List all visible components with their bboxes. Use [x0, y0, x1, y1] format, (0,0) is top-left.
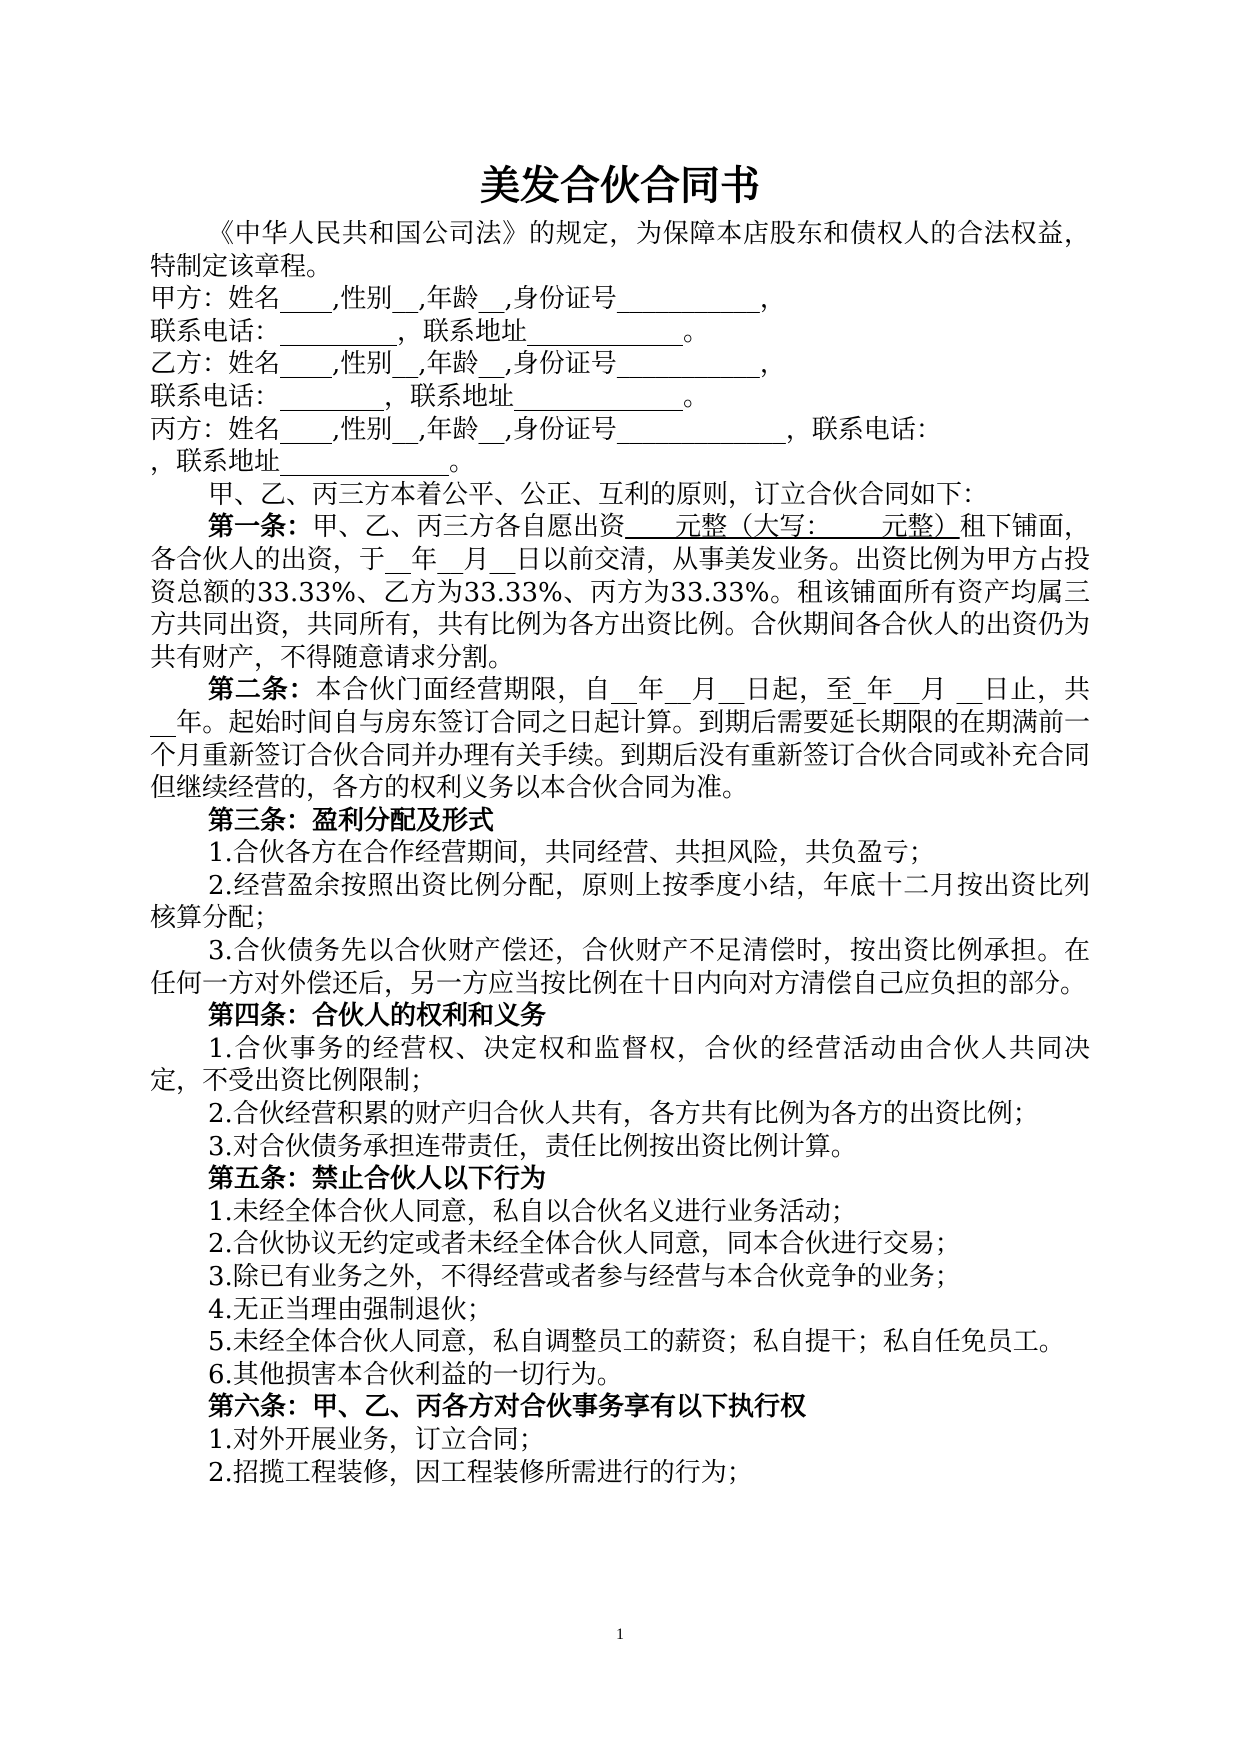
party-c-line-2: ，联系地址_____________。	[150, 447, 476, 478]
article-4-item: 2.合伙经营积累的财产归合伙人共有，各方共有比例为各方的出资比例；	[208, 1099, 1039, 1130]
article-5-heading: 第五条：禁止合伙人以下行为	[208, 1164, 547, 1195]
article-4-item: 1.合伙事务的经营权、决定权和监督权，合伙的经营活动由合伙人共同决定，不受出资比例限制；	[150, 1033, 1090, 1097]
article-4-item: 3.对合伙债务承担连带责任，责任比例按出资比例计算。	[208, 1131, 857, 1162]
article-5-item: 2.合伙协议无约定或者未经全体合伙人同意，同本合伙进行交易；	[208, 1229, 961, 1260]
article-5-item: 4.无正当理由强制退伙；	[208, 1294, 493, 1325]
intro-paragraph: 《中华人民共和国公司法》的规定，为保障本店股东和债权人的合法权益，特制定该章程。	[150, 219, 1090, 282]
article-6-item: 1.对外开展业务，订立合同；	[208, 1424, 545, 1455]
article-1: 第一条：甲、乙、丙三方各自愿出资 元整（大写： 元整）租下铺面，各合伙人的出资，于__年__月__日以前交清，从事美发业务。出资比例为甲方占投资总额的33.33%、乙方为33.33%、丙方为33.33%。租该铺面所有资产均属三方共同出资，共同所有，共有比例为各方出资比例。合伙期间各合伙人的出资仍为共有财产，不得随意请求分割。	[150, 512, 1090, 673]
article-6-item: 2.招揽工程装修，因工程装修所需进行的行为；	[208, 1457, 753, 1488]
article-5-item: 5.未经全体合伙人同意，私自调整员工的薪资；私自提干；私自任免员工。	[208, 1327, 1065, 1358]
party-a-line-1: 甲方：姓名____,性别__,年龄__,身份证号___________，	[150, 284, 786, 315]
party-b-line-2: 联系电话：________，联系地址_____________。	[150, 381, 710, 412]
article-1-heading: 第一条：	[208, 512, 313, 543]
party-c-line-1: 丙方：姓名____,性别__,年龄__,身份证号_____________，联系电话：	[150, 414, 942, 445]
capital-amount-blank: 元整（大写： 元整）	[625, 512, 960, 543]
document-body	[150, 158, 1090, 1489]
article-3-item: 3.合伙债务先以合伙财产偿还，合伙财产不足清偿时，按出资比例承担。在任何一方对外偿还后，另一方应当按比例在十日内向对方清偿自己应负担的部分。	[150, 936, 1090, 999]
article-4-heading: 第四条：合伙人的权利和义务	[208, 1001, 547, 1032]
article-2-heading: 第二条：	[208, 675, 316, 706]
party-b-line-1: 乙方：姓名____,性别__,年龄__,身份证号___________，	[150, 349, 786, 380]
article-3-heading: 第三条：盈利分配及形式	[208, 805, 495, 836]
page-number: 1	[616, 1626, 624, 1643]
article-2: 第二条：本合伙门面经营期限，自__年__月__日起，至_年__月 __日止，共 __年。起始时间自与房东签订合同之日起计算。到期后需要延长期限的在期满前一个月重新签订合伙合同并办理有关手续。到期后没有重新签订合伙合同或补充合同但继续经营的，各方的权利义务以本合伙合同为准。	[150, 675, 1090, 804]
article-3-item: 2.经营盈余按照出资比例分配，原则上按季度小结，年底十二月按出资比列核算分配；	[150, 870, 1090, 934]
article-5-item: 1.未经全体合伙人同意，私自以合伙名义进行业务活动；	[208, 1196, 857, 1227]
article-5-item: 3.除已有业务之外，不得经营或者参与经营与本合伙竞争的业务；	[208, 1262, 961, 1292]
party-a-line-2: 联系电话：_________，联系地址____________。	[150, 316, 710, 347]
document-title: 美发合伙合同书	[480, 163, 760, 209]
article-5-item: 6.其他损害本合伙利益的一切行为。	[208, 1359, 623, 1390]
article-3-item: 1.合伙各方在合作经营期间，共同经营、共担风险，共负盈亏；	[208, 838, 935, 869]
article-6-heading: 第六条：甲、乙、丙各方对合伙事务享有以下执行权	[208, 1392, 807, 1423]
preamble-paragraph: 甲、乙、丙三方本着公平、公正、互利的原则，订立合伙合同如下：	[208, 479, 989, 510]
